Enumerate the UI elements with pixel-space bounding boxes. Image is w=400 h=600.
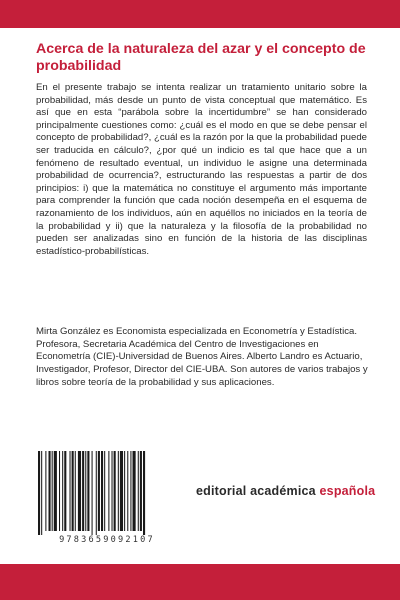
barcode-bar xyxy=(98,451,100,531)
barcode-bar xyxy=(143,451,145,535)
barcode-bars xyxy=(36,451,178,535)
barcode-bar xyxy=(49,451,51,531)
barcode-bar xyxy=(38,451,40,535)
barcode-bar xyxy=(54,451,57,531)
barcode-bar xyxy=(101,451,103,531)
barcode-bar xyxy=(104,451,105,531)
barcode-bar xyxy=(62,451,63,531)
authors-biography: Mirta González es Economista especializada en Econometría y Estadística. Profesora, Secretaria Académica del Centro de Investigaciones en Econometría (CIE)-Universidad de Buenos Aires. Alberto Landro es Actuario, Investigador, Profesor, Director del CIE-UBA. Son autores de varios trabajos y libros sobre teoría de la probabilidad y sus aplicaciones. xyxy=(36,326,368,388)
barcode-bar xyxy=(82,451,84,531)
barcode-bar xyxy=(112,451,113,531)
isbn-number: 9783659092107 xyxy=(59,535,155,545)
barcode-bar xyxy=(87,451,89,531)
book-description: En el presente trabajo se intenta realizar un tratamiento unitario sobre la probabilidad, más desde un punto de vista conceptual que matemático. Es así que en esta “parábola sobre la incertidumbre” se han considerado principalmente cuestiones como: ¿cuál es el modo en que se debe pensar el concepto de probabilidad?, ¿cuál es la razón por la que la probabilidad puede ser traducida en cálculo?, ¿por qué un indicio es tal que hace que a un fenómeno de resultado eventual, un individuo le asigne una determinada probabilidad de ocurrencia?, estructurando las respuestas a partir de dos principios: i) que la matemática no constituye el argumento más importante para comprender la función que cada noción desempeña en el esquema de razonamiento de los individuos, aún en aquéllos no iniciados en la teoría de la probabilidad y ii) que la naturaleza y la filosofía de la probabilidad no pueden ser analizadas sino en función de la historia de las disciplinas estadístico-probabilísticas. xyxy=(36,82,367,257)
barcode-bar xyxy=(92,451,93,535)
barcode-bar xyxy=(133,451,136,531)
barcode-bar xyxy=(41,451,42,535)
barcode-bar xyxy=(72,451,74,531)
barcode-bar xyxy=(120,451,123,531)
book-title: Acerca de la naturaleza del azar y el concepto de probabilidad xyxy=(36,41,366,74)
barcode-bar xyxy=(140,451,142,531)
barcode-bar xyxy=(52,451,53,531)
isbn-barcode xyxy=(36,451,178,551)
barcode-bar xyxy=(78,451,81,531)
publisher-logo xyxy=(196,484,376,498)
publisher-name: editorial académica xyxy=(196,484,320,498)
bottom-red-band xyxy=(0,564,400,600)
barcode-bar xyxy=(64,451,66,531)
barcode-bar xyxy=(70,451,71,531)
barcode-bar xyxy=(108,451,109,531)
barcode-bar xyxy=(59,451,60,531)
barcode-bar xyxy=(114,451,116,531)
barcode-bar xyxy=(75,451,76,531)
barcode-bar xyxy=(96,451,97,535)
barcode-bar xyxy=(45,451,46,531)
barcode-bar xyxy=(118,451,119,531)
barcode-bar xyxy=(124,451,125,531)
publisher-name-accent: española xyxy=(319,484,376,498)
top-red-band xyxy=(0,0,400,28)
barcode-bar xyxy=(127,451,128,531)
barcode-bar xyxy=(138,451,139,531)
barcode-bar xyxy=(85,451,86,531)
barcode-bar xyxy=(130,451,131,531)
